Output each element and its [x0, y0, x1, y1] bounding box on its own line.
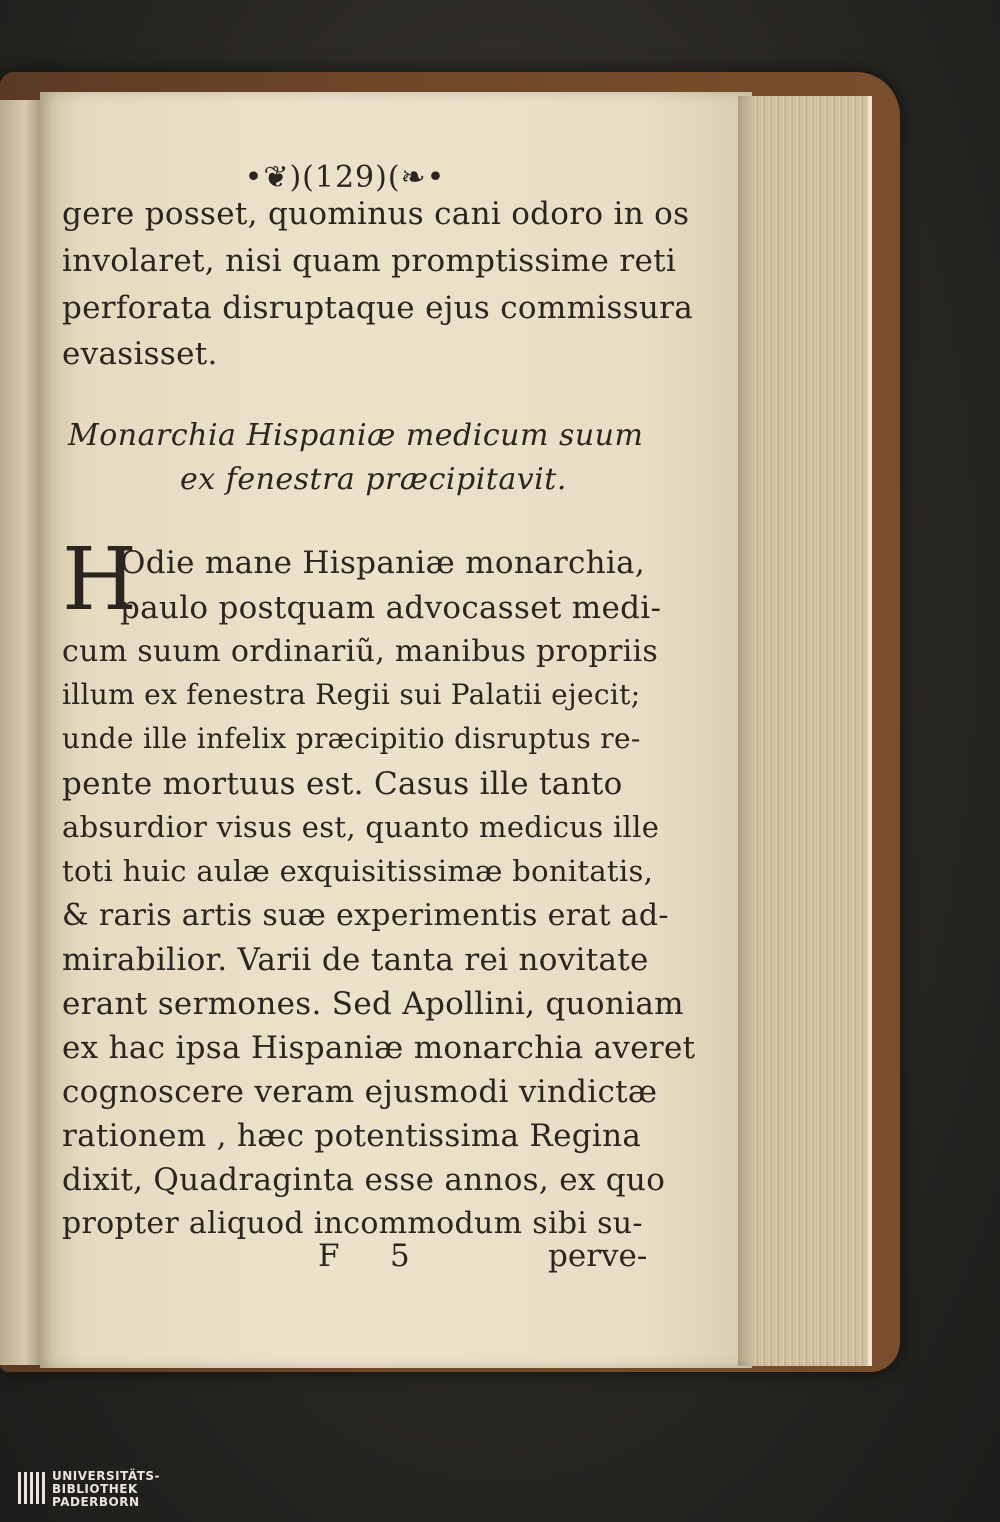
text-line: cognoscere veram ejusmodi vindictæ — [62, 1074, 658, 1110]
text-line: illum ex fenestra Regii sui Palatii ejecit; — [62, 678, 641, 711]
signature-number: 5 — [390, 1238, 410, 1274]
running-head: •❦)(129)(❧• — [244, 160, 446, 195]
text-line: Odie mane Hispaniæ monarchia, — [120, 545, 646, 581]
signature-mark: F — [318, 1238, 340, 1274]
catchword: perve- — [548, 1238, 648, 1274]
text-line: absurdior visus est, quanto medicus ille — [62, 810, 660, 844]
text-line: cum suum ordinariũ, manibus propriis — [62, 634, 659, 669]
section-heading-line1: Monarchia Hispaniæ medicum suum — [68, 418, 644, 453]
facing-page-edge — [0, 100, 42, 1365]
library-name — [52, 1470, 160, 1509]
library-name-line2: BIBLIOTHEK — [52, 1482, 138, 1496]
text-line: paulo postquam advocasset medi- — [120, 590, 662, 626]
text-line: unde ille infelix præcipitio disruptus re- — [62, 722, 641, 755]
text-line: erant sermones. Sed Apollini, quoniam — [62, 986, 684, 1022]
library-logo-icon — [16, 1468, 46, 1508]
section-heading-line2: ex fenestra præcipitavit. — [180, 462, 567, 497]
text-line: pente mortuus est. Casus ille tanto — [62, 766, 623, 802]
text-line: toti huic aulæ exquisitissimæ bonitatis, — [62, 854, 654, 888]
text-line: dixit, Quadraginta esse annos, ex quo — [62, 1162, 666, 1198]
text-line: & raris artis suæ experimentis erat ad- — [62, 898, 669, 933]
text-line: rationem , hæc potentissima Regina — [62, 1118, 642, 1154]
page-gutter-shadow — [738, 96, 756, 1366]
drop-initial: H — [62, 530, 137, 630]
text-line: evasisset. — [62, 336, 218, 372]
text-line: gere posset, quominus cani odoro in os — [62, 196, 690, 232]
page-edges — [738, 96, 872, 1366]
library-name-line1: UNIVERSITÄTS- — [52, 1469, 161, 1483]
library-name-line3: PADERBORN — [52, 1495, 140, 1509]
text-line: ex hac ipsa Hispaniæ monarchia averet — [62, 1030, 696, 1066]
text-line: involaret, nisi quam promptissime reti — [62, 243, 677, 279]
text-line: propter aliquod incommodum sibi su- — [62, 1206, 643, 1241]
text-line: mirabilior. Varii de tanta rei novitate — [62, 942, 649, 978]
text-line: perforata disruptaque ejus commissura — [62, 290, 694, 326]
